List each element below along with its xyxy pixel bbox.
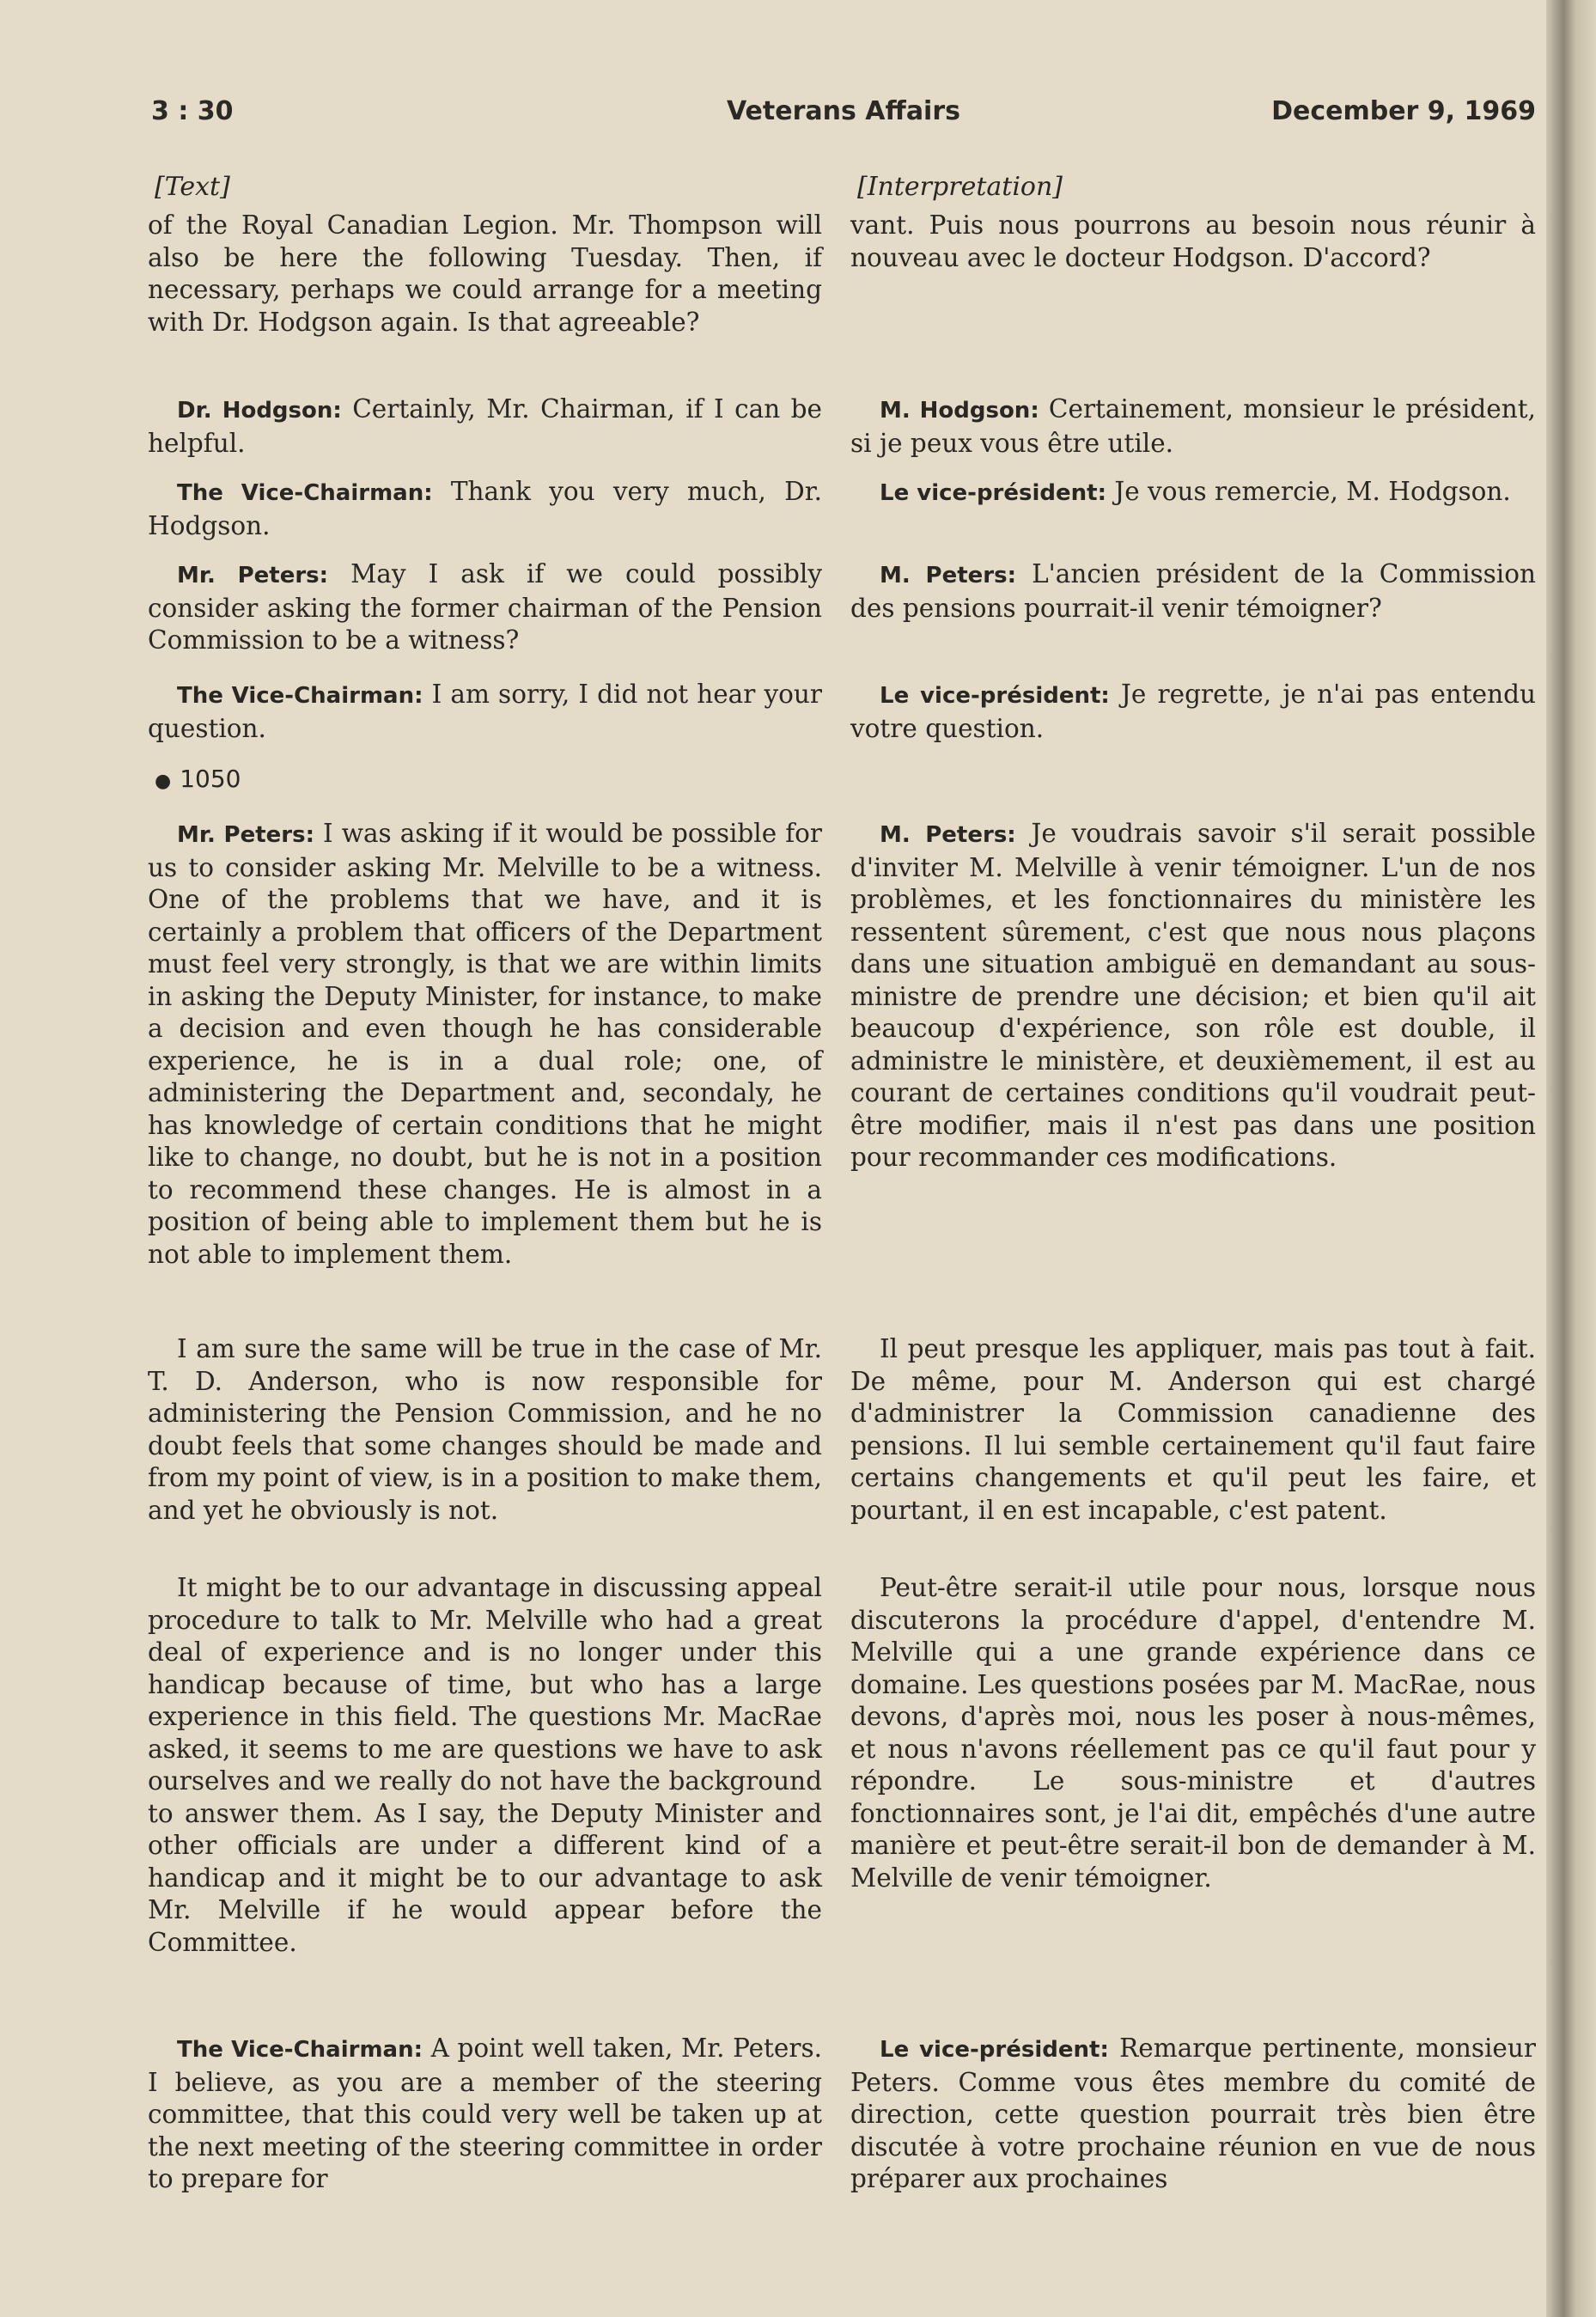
paragraph: M. Peters: Je voudrais savoir s'il serait possible d'inviter M. Melville à venir témoigner. L'un de nos problèmes, et les fonctionnaires du ministère les ressentent sûrement, c'est que nous nous plaçons dans une situation ambiguë en demandant au sous-ministre de prendre une décision; et bien qu'il ait beaucoup d'expérience, son rôle est double, il administre le ministère, et deuxièmement, il est au courant de certaines conditions qu'il voudrait peut-être modifier, mais il n'est pas dans une position pour recommander ces modifications. bbox=[850, 819, 1537, 1172]
speaker-name: Le vice-président: bbox=[880, 480, 1106, 506]
paragraph: of the Royal Canadian Legion. Mr. Thompson will also be here the following Tuesday. Then, if necessary, perhaps we could arrange for a meeting with Dr. Hodgson again. Is that agreeable? bbox=[148, 210, 822, 337]
paragraph: vant. Puis nous pourrons au besoin nous réunir à nouveau avec le docteur Hodgson. D'accord? bbox=[850, 210, 1536, 272]
paragraph: I am sure the same will be true in the case of Mr. T. D. Anderson, who is now responsible for administering the Pension Commission, and he no doubt feels that some changes should be made and from my point of view, is in a position to make them, and yet he obviously is not. bbox=[148, 1334, 822, 1525]
speaker-name: Mr. Peters: bbox=[177, 563, 329, 588]
page-header bbox=[151, 96, 1536, 139]
page-edge-shadow bbox=[1546, 0, 1596, 2317]
time-marker: ● 1050 bbox=[155, 765, 241, 793]
french-column bbox=[850, 172, 1537, 2193]
english-column bbox=[148, 172, 822, 2193]
paragraph: The Vice-Chairman: A point well taken, Mr. Peters. I believe, as you are a member of the steering committee, that this could very well be taken up at the next meeting of the steering committee in order to prepare for bbox=[148, 2033, 822, 2193]
paragraph: Il peut presque les appliquer, mais pas tout à fait. De même, pour M. Anderson qui est chargé d'administrer la Commission canadienne des pensions. Il lui semble certainement qu'il faut faire certains changements et qu'il peut les faire, et pourtant, il en est incapable, c'est patent. bbox=[850, 1334, 1536, 1525]
paragraph: Le vice-président: Je regrette, je n'ai pas entendu votre question. bbox=[850, 680, 1536, 743]
paragraph: Le vice-président: Je vous remercie, M. Hodgson. bbox=[880, 477, 1511, 506]
speaker-name: M. Hodgson: bbox=[880, 398, 1039, 424]
speaker-name: Le vice-président: bbox=[880, 2037, 1109, 2063]
speaker-name: M. Peters: bbox=[880, 822, 1016, 848]
column-label-text: [Text] bbox=[155, 172, 230, 202]
paragraph: Dr. Hodgson: Certainly, Mr. Chairman, if I can be helpful. bbox=[148, 394, 822, 458]
speaker-name: Mr. Peters: bbox=[177, 822, 315, 848]
paragraph: Peut-être serait-il utile pour nous, lorsque nous discuterons la procédure d'appel, d'entendre M. Melville qui a une grande expérience dans ce domaine. Les questions posées par M. MacRae, nous devons, d'après moi, nous les poser à nous-mêmes, et nous n'avons réellement pas ce qu'il faut pour y répondre. Le sous-ministre et d'autres fonctionnaires sont, je l'ai dit, empêchés d'une autre manière et peut-être serait-il bon de demander à M. Melville de venir témoigner. bbox=[850, 1573, 1536, 1893]
paragraph: The Vice-Chairman: I am sorry, I did not hear your question. bbox=[148, 680, 822, 743]
paragraph: It might be to our advantage in discussing appeal procedure to talk to Mr. Melville who had a great deal of experience and is no longer under this handicap because of time, but who has a large experience in this field. The questions Mr. MacRae asked, it seems to me are questions we have to ask ourselves and we really do not have the background to answer them. As I say, the Deputy Minister and other officials are under a different kind of a handicap and it might be to our advantage to ask Mr. Melville if he would appear before the Committee. bbox=[148, 1573, 822, 1957]
speaker-name: Le vice-président: bbox=[880, 683, 1110, 709]
speaker-name: The Vice-Chairman: bbox=[177, 480, 433, 506]
publication-title: Veterans Affairs bbox=[726, 96, 960, 126]
paragraph: Mr. Peters: May I ask if we could possibly consider asking the former chairman of the Pension Commission to be a witness? bbox=[148, 559, 822, 655]
paragraph: Le vice-président: Remarque pertinente, monsieur Peters. Comme vous êtes membre du comité de direction, cette question pourrait très bien être discutée à votre prochaine réunion en vue de nous préparer aux prochaines bbox=[850, 2033, 1536, 2193]
speaker-name: The Vice-Chairman: bbox=[177, 683, 423, 709]
page-number: 3 : 30 bbox=[151, 96, 234, 126]
speaker-name: Dr. Hodgson: bbox=[177, 398, 342, 424]
paragraph: M. Hodgson: Certainement, monsieur le président, si je peux vous être utile. bbox=[850, 394, 1536, 458]
publication-date: December 9, 1969 bbox=[1271, 96, 1536, 126]
column-label-interpretation: [Interpretation] bbox=[857, 172, 1063, 202]
speaker-name: M. Peters: bbox=[880, 563, 1016, 588]
paragraph: M. Peters: L'ancien président de la Commission des pensions pourrait-il venir témoigner? bbox=[850, 559, 1536, 623]
speaker-name: The Vice-Chairman: bbox=[177, 2037, 423, 2063]
paragraph: Mr. Peters: I was asking if it would be possible for us to consider asking Mr. Melville to be a witness. One of the problems that we have, and it is certainly a problem that officers of the Department must feel very strongly, is that we are within limits in asking the Deputy Minister, for instance, to make a decision and even though he has considerable experience, he is in a dual role; one, of administering the Department and, secondaly, he has knowledge of certain conditions that he might like to change, no doubt, but he is not in a position to recommend these changes. He is almost in a position of being able to implement them but he is not able to implement them. bbox=[148, 819, 822, 1269]
bullet-icon: ● bbox=[155, 771, 172, 792]
paragraph: The Vice-Chairman: Thank you very much, Dr. Hodgson. bbox=[148, 477, 822, 540]
